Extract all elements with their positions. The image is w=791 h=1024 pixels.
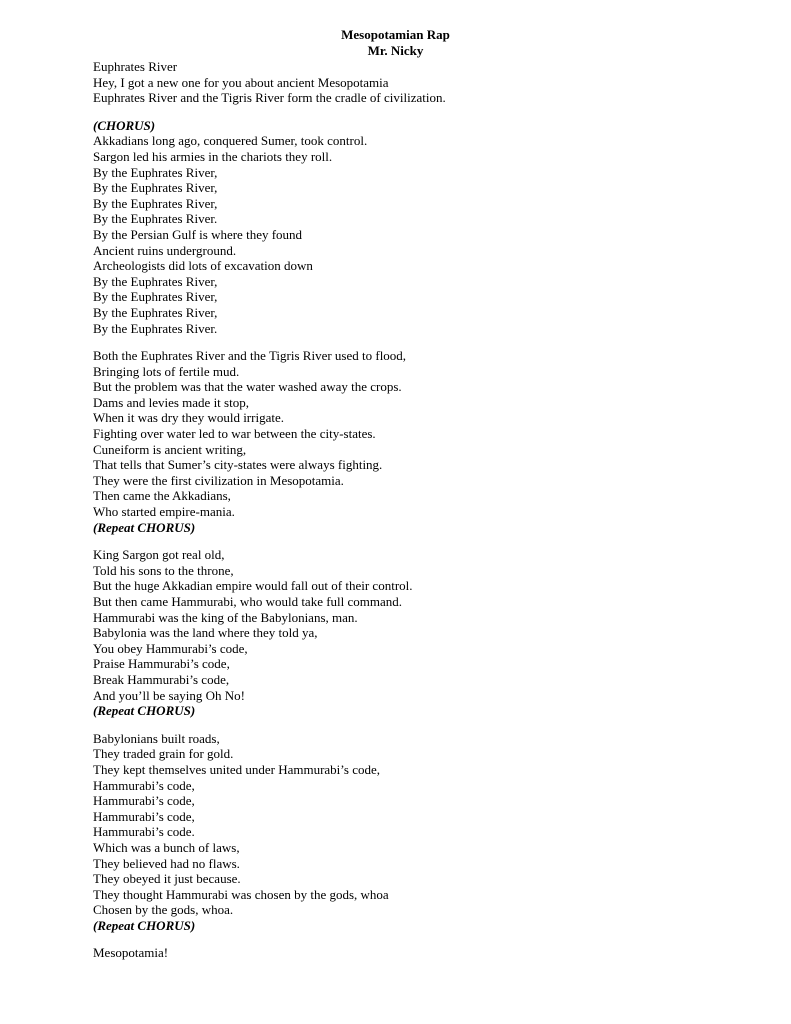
section-gap [93,933,743,945]
verse-line: And you’ll be saying Oh No! [93,687,246,703]
chorus-line: Archeologists did lots of excavation down [93,258,313,274]
chorus-line: By the Euphrates River, [93,289,218,305]
chorus-line: By the Euphrates River, [93,195,218,211]
verse-line: Hammurabi was the king of the Babylonians, man. [93,609,358,625]
chorus-line: Ancient ruins underground. [93,242,237,258]
verse-3-section [93,731,743,934]
closing-line: Mesopotamia! [93,945,169,961]
verse-line: Bringing lots of fertile mud. [93,363,240,379]
repeat-chorus-label: (Repeat CHORUS) [93,519,196,535]
verse-line: Cuneiform is ancient writing, [93,441,247,457]
verse-line: Both the Euphrates River and the Tigris River used to flood, [93,348,407,364]
verse-line: Dams and levies made it stop, [93,394,249,410]
chorus-line: By the Persian Gulf is where they found [93,226,303,242]
section-gap [93,106,743,118]
verse-line: Babylonia was the land where they told ya, [93,625,318,641]
chorus-heading: (CHORUS) [93,117,156,133]
intro-line: Hey, I got a new one for you about ancient Mesopotamia [93,74,389,90]
verse-line: Fighting over water led to war between the city-states. [93,426,376,442]
verse-line: They believed had no flaws. [93,855,240,871]
verse-line: Hammurabi’s code, [93,793,195,809]
chorus-line: By the Euphrates River, [93,180,218,196]
verse-line: They were the first civilization in Mesopotamia. [93,472,344,488]
verse-line: They traded grain for gold. [93,746,234,762]
verse-line: King Sargon got real old, [93,547,225,563]
intro-line: Euphrates River and the Tigris River form the cradle of civilization. [93,90,446,106]
verse-1-section [93,348,743,535]
section-gap [93,336,743,348]
section-gap [93,719,743,731]
verse-line: Break Hammurabi’s code, [93,671,230,687]
verse-line: But the problem was that the water washed away the crops. [93,379,402,395]
chorus-section [93,118,743,336]
song-title: Mesopotamian Rap [341,27,450,42]
section-gap [93,535,743,547]
repeat-chorus-label: (Repeat CHORUS) [93,917,196,933]
chorus-line: By the Euphrates River. [93,211,218,227]
intro-section [93,59,743,106]
verse-line: Told his sons to the throne, [93,562,234,578]
repeat-chorus-label: (Repeat CHORUS) [93,703,196,719]
verse-line: Praise Hammurabi’s code, [93,656,230,672]
chorus-line: Sargon led his armies in the chariots they roll. [93,148,333,164]
verse-line: But then came Hammurabi, who would take full command. [93,594,403,609]
verse-line: They thought Hammurabi was chosen by the gods, whoa [93,886,389,902]
verse-line: Which was a bunch of laws, [93,839,240,855]
verse-line: Hammurabi’s code. [93,824,195,840]
chorus-line: By the Euphrates River. [93,320,218,336]
verse-line: When it was dry they would irrigate. [93,410,284,426]
intro-line: Euphrates River [93,59,178,74]
verse-2-section [93,547,743,719]
verse-line: They kept themselves united under Hammurabi’s code, [93,761,381,777]
verse-line: Then came the Akkadians, [93,488,231,504]
verse-line: But the huge Akkadian empire would fall out of their control. [93,578,413,594]
verse-line: Chosen by the gods, whoa. [93,902,234,918]
verse-line: Babylonians built roads, [93,730,220,746]
lyrics-body [93,59,743,961]
verse-line: Who started empire-mania. [93,504,235,520]
title-block [0,27,791,58]
verse-line: They obeyed it just because. [93,871,241,887]
song-author: Mr. Nicky [367,42,424,58]
chorus-line: By the Euphrates River, [93,273,218,289]
verse-line: You obey Hammurabi’s code, [93,640,248,656]
verse-line: That tells that Sumer’s city-states were always fighting. [93,457,383,473]
chorus-line: By the Euphrates River, [93,164,218,180]
verse-line: Hammurabi’s code, [93,777,195,793]
chorus-line: By the Euphrates River, [93,304,218,320]
verse-line: Hammurabi’s code, [93,808,195,824]
chorus-line: Akkadians long ago, conquered Sumer, took control. [93,133,368,149]
